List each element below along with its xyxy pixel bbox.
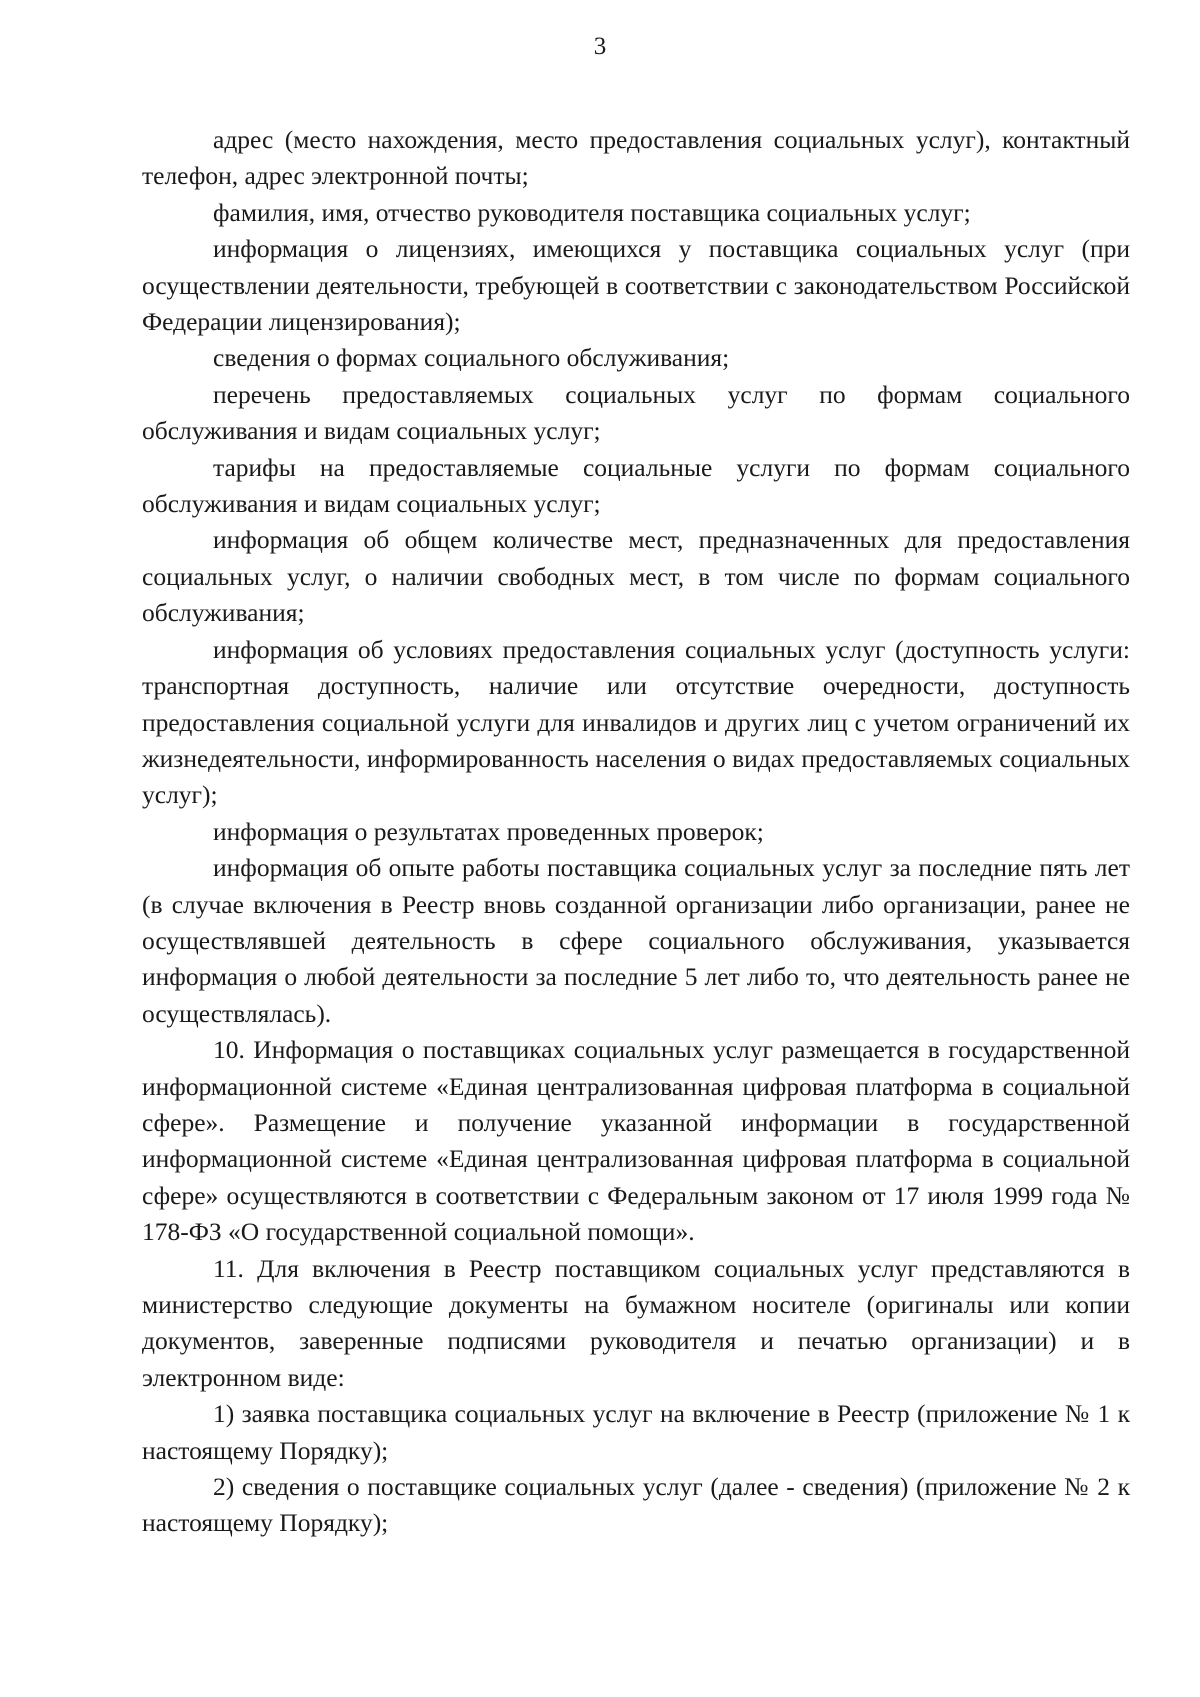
paragraph-tariffs: тарифы на предоставляемые социальные услуги по формам социального обслуживания и видам социальных услуг;	[142, 452, 1130, 519]
paragraph-service-forms: сведения о формах социального обслуживания;	[213, 343, 730, 373]
paragraph-item-10: 10. Информация о поставщиках социальных услуг размещается в государственной информационной системе «Единая централизованная цифровая платформа в социальной сфере». Размещение и получение указанной информации в государственной информационной системе «Единая централизованная цифровая платформа в социальной сфере» осуществляются в соответствии с Федеральным законом от 17 июля 1999 года № 178-ФЗ «О государственной социальной помощи».	[142, 1035, 1130, 1247]
paragraph-manager-name: фамилия, имя, отчество руководителя поставщика социальных услуг;	[213, 197, 971, 227]
paragraph-licenses: информация о лицензиях, имеющихся у поставщика социальных услуг (при осуществлении деятельности, требующей в соответствии с законодательством Российской Федерации лицензирования);	[142, 234, 1130, 337]
paragraph-conditions: информация об условиях предоставления социальных услуг (доступность услуги: транспортная доступность, наличие или отсутствие очередности, доступность предоставления социальной услуги для инвалидов и других лиц с учетом ограничений их жизнедеятельности, информированность населения о видах предоставляемых социальных услуг);	[142, 634, 1130, 810]
page-number: 3	[593, 33, 607, 60]
paragraph-experience: информация об опыте работы поставщика социальных услуг за последние пять лет (в случае включения в Реестр вновь созданной организации либо организации, ранее не осуществлявшей деятельность в сфере социального обслуживания, указывается информация о любой деятельности за последние 5 лет либо то, что деятельность ранее не осуществлялась).	[142, 853, 1130, 1028]
paragraph-address: адрес (место нахождения, место предоставления социальных услуг), контактный телефон, адрес электронной почты;	[142, 125, 1130, 191]
paragraph-subitem-1: 1) заявка поставщика социальных услуг на включение в Реестр (приложение № 1 к настоящему Порядку);	[142, 1399, 1130, 1465]
body-text	[142, 122, 1130, 1542]
paragraph-subitem-2: 2) сведения о поставщике социальных услуг (далее - сведения) (приложение № 2 к настоящему Порядку);	[142, 1472, 1130, 1538]
paragraph-services-list: перечень предоставляемых социальных услуг по формам социального обслуживания и видам социальных услуг;	[142, 379, 1130, 446]
paragraph-inspections: информация о результатах проведенных проверок;	[213, 816, 764, 846]
paragraph-item-11: 11. Для включения в Реестр поставщиком социальных услуг представляются в министерство следующие документы на бумажном носителе (оригиналы или копии документов, заверенные подписями руководителя и печатью организации) и в электронном виде:	[142, 1253, 1130, 1392]
paragraph-places: информация об общем количестве мест, предназначенных для предоставления социальных услуг, о наличии свободных мест, в том числе по формам социального обслуживания;	[142, 525, 1130, 628]
